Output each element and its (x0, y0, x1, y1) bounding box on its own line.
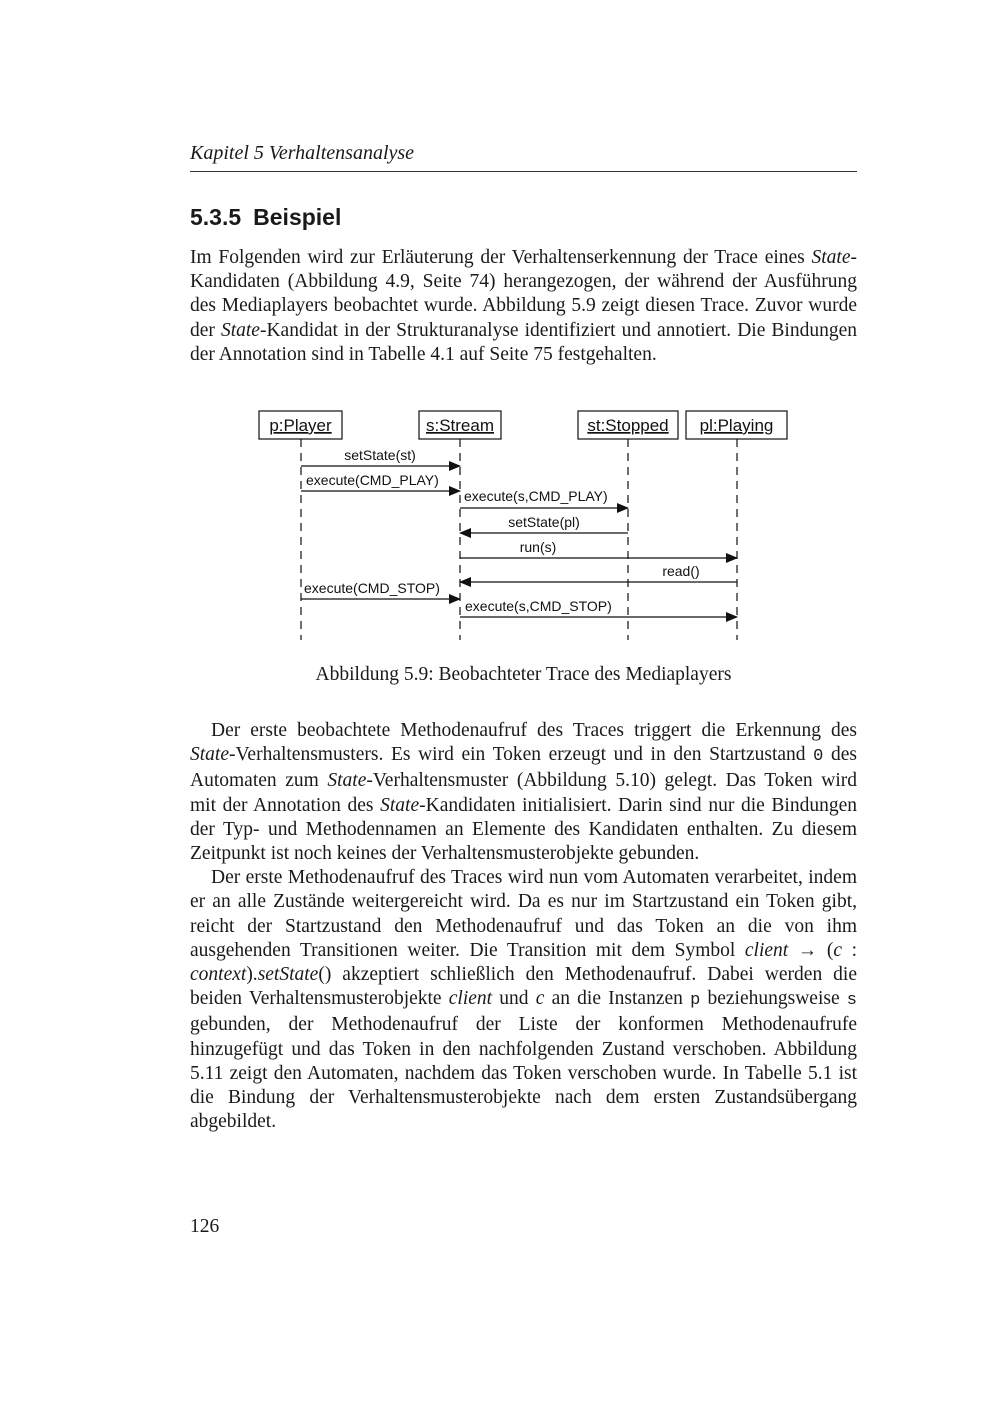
message-execute-cmd-stop (301, 580, 460, 599)
svg-text:execute(s,CMD_PLAY): execute(s,CMD_PLAY) (464, 488, 608, 504)
paragraph-intro: Im Folgenden wird zur Erläuterung der Verhaltenserkennung der Trace eines State-Kandidaten (Abbildung 4.9, Seite 74) herangezogen, der während der Ausführung des Mediaplayers beobachtet wurde. Abbildung 5.9 zeigt diesen Trace. Zuvor wurde der State-Kandidat in der Strukturanalyse identifiziert und annotiert. Die Bindungen der Annotation sind in Tabelle 4.1 auf Seite 75 festgehalten. (190, 247, 857, 365)
message-execute-s-cmd-stop (460, 598, 737, 617)
message-run-s (460, 539, 737, 558)
header-rule (190, 171, 857, 172)
svg-text:p:Player: p:Player (269, 416, 332, 435)
message-read (460, 563, 737, 582)
message-execute-cmd-play (301, 472, 460, 491)
object-s-stream (419, 411, 501, 439)
figure-caption: Abbildung 5.9: Beobachteter Trace des Mediaplayers (315, 664, 732, 685)
svg-text:run(s): run(s) (519, 539, 557, 555)
svg-text:setState(st): setState(st) (344, 447, 416, 463)
svg-text:execute(CMD_PLAY): execute(CMD_PLAY) (306, 472, 439, 488)
section-title: Beispiel (253, 204, 342, 230)
svg-text:execute(CMD_STOP): execute(CMD_STOP) (304, 580, 440, 596)
running-header: Kapitel 5 Verhaltensanalyse (190, 142, 415, 164)
message-setstate-st (301, 447, 460, 466)
object-p-player (259, 411, 342, 439)
message-setstate-pl (460, 514, 628, 533)
section-number: 5.3.5 (190, 204, 242, 230)
object-pl-playing (686, 411, 787, 439)
message-execute-s-cmd-play (460, 488, 628, 508)
svg-text:s:Stream: s:Stream (425, 416, 495, 435)
svg-text:read(): read() (662, 563, 700, 579)
section-heading (190, 204, 341, 231)
page-number: 126 (190, 1216, 220, 1237)
paragraph-body: Der erste beobachtete Methodenaufruf des Traces triggert die Erkennung des State-Verhaltensmusters. Es wird ein Token erzeugt und in den Startzustand 0 des Automaten zum State-Verhaltensmuster (Abbildung 5.10) gelegt. Das Token wird mit der Annotation des State-Kandidaten initialisiert. Darin sind nur die Bindungen der Typ- und Methodennamen an Elemente des Kandidaten enthalten. Zu diesem Zeitpunkt ist noch keines der Verhaltensmusterobjekte gebunden. Der erste Methodenaufruf des Traces wird nun vom Automaten verarbeitet, indem er an alle Zustände weitergereicht wird. Da es nur im Startzustand ein Token gibt, reicht der Startzustand den Methodenaufruf und das Token an die von ihm ausgehenden Transitionen weiter. Die Transition mit dem Symbol client → (c : context).setState() akzeptiert schließlich den Methodenaufruf. Dabei werden die beiden Verhaltensmusterobjekte client und c an die Instanzen p beziehungsweise s gebunden, der Methodenaufruf der Liste der konformen Methodenaufrufe hinzugefügt und das Token in den nachfolgenden Zustand verschoben. Abbildung 5.11 zeigt den Automaten, nachdem das Token verschoben wurde. In Tabelle 5.1 ist die Bindung der Verhaltensmusterobjekte nach dem ersten Zustandsübergang abgebildet. (190, 720, 858, 1133)
sequence-diagram (250, 405, 800, 645)
svg-text:pl:Playing: pl:Playing (699, 416, 774, 435)
svg-text:setState(pl): setState(pl) (508, 514, 580, 530)
svg-text:execute(s,CMD_STOP): execute(s,CMD_STOP) (465, 598, 612, 614)
object-st-stopped (578, 411, 678, 439)
svg-text:st:Stopped: st:Stopped (587, 416, 669, 435)
